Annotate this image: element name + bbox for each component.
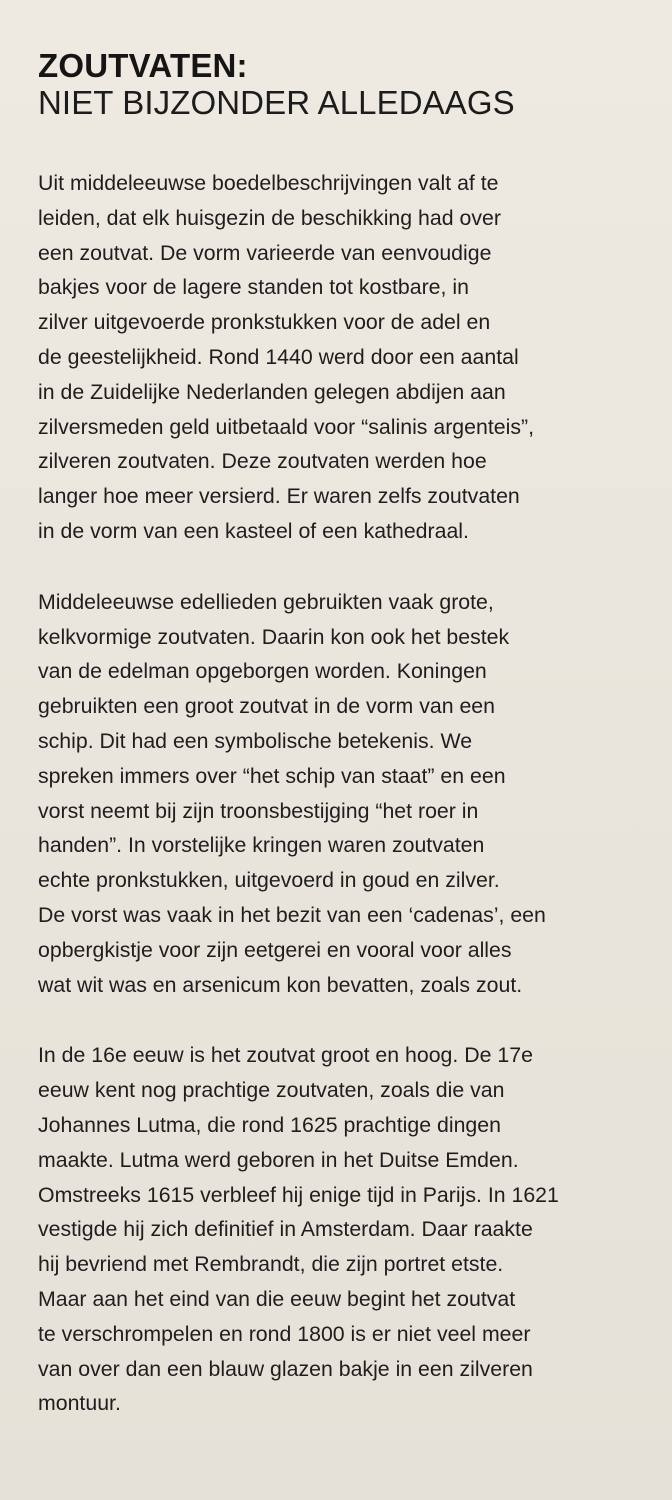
title-line-bold: ZOUTVATEN: bbox=[38, 47, 248, 84]
paragraph-boedelbeschrijvingen: Uit middeleeuwse boedelbeschrijvingen valt af te leiden, dat elk huisgezin de beschikking had over een zoutvat. De vorm varieerde van eenvoudige bakjes voor de lagere standen tot kostbare, in zilver uitgevoerde pronkstukken voor de adel en de geestelijkheid. Rond 1440 werd door een aantal in de Zuidelijke Nederlanden gelegen abdijen aan zilversmeden geld uitbetaald voor “salinis argenteis”, zilveren zoutvaten. Deze zoutvaten werden hoe langer hoe meer versierd. Er waren zelfs zoutvaten in de vorm van een kasteel of een kathedraal. bbox=[38, 171, 534, 543]
page-title bbox=[38, 48, 644, 122]
paragraph-edellieden: Middeleeuwse edellieden gebruikten vaak grote, kelkvormige zoutvaten. Daarin kon ook het bestek van de edelman opgeborgen worden. Koningen gebruikten een groot zoutvat in de vorm van een schip. Dit had een symbolische betekenis. We spreken immers over “het schip van staat” en een vorst neemt bij zijn troonsbestijging “het roer in handen”. In vorstelijke kringen waren zoutvaten echte pronkstukken, uitgevoerd in goud en zilver. De vorst was vaak in het bezit van een ‘cadenas’, een opbergkistje voor zijn eetgerei en vooral voor alles wat wit was en arsenicum kon bevatten, zoals zout. bbox=[38, 589, 546, 997]
paragraph-lutma: In de 16e eeuw is het zoutvat groot en hoog. De 17e eeuw kent nog prachtige zoutvaten, zoals die van Johannes Lutma, die rond 1625 prachtige dingen maakte. Lutma werd geboren in het Duitse Emden. Omstreeks 1615 verbleef hij enige tijd in Parijs. In 1621 vestigde hij zich definitief in Amsterdam. Daar raakte hij bevriend met Rembrandt, die zijn portret etste. Maar aan het eind van die eeuw begint het zoutvat te verschrompelen en rond 1800 is er niet veel meer van over dan een blauw glazen bakje in een zilveren montuur. bbox=[38, 1043, 559, 1416]
title-line-subtitle: NIET BIJZONDER ALLEDAAGS bbox=[38, 84, 515, 121]
